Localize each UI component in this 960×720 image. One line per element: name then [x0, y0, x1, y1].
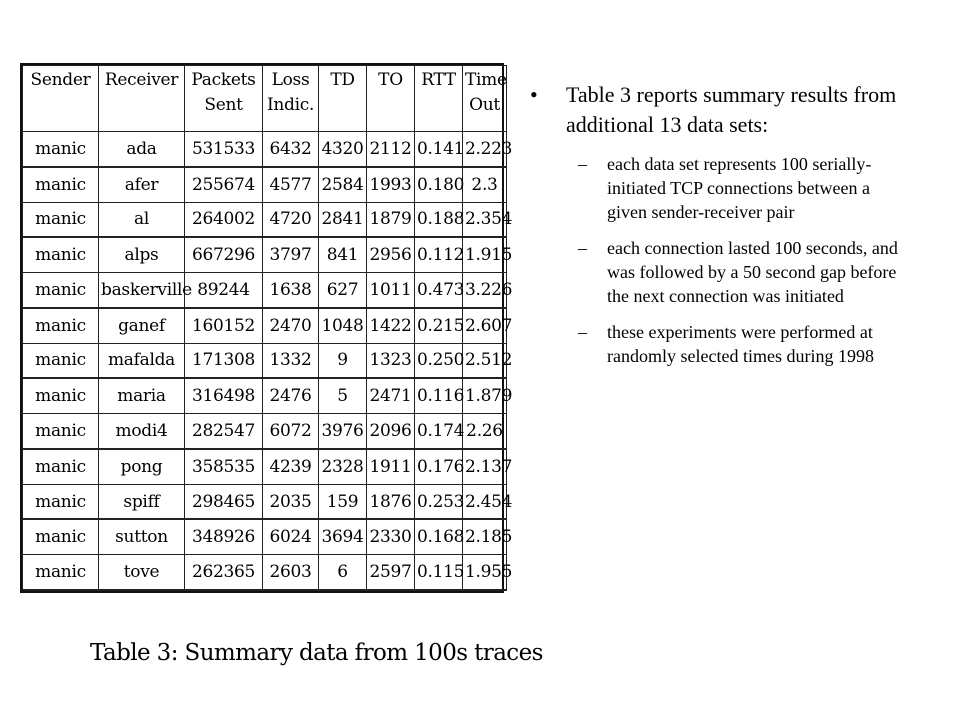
- table-cell: 3.226: [463, 273, 507, 308]
- table-caption: Table 3: Summary data from 100s traces: [90, 640, 543, 666]
- table-cell: modi4: [99, 414, 185, 449]
- table-cell: 298465: [185, 484, 263, 519]
- table-cell: 2.607: [463, 308, 507, 343]
- table-cell: manic: [23, 237, 99, 272]
- column-header: [23, 66, 99, 132]
- table-cell: 4239: [263, 449, 319, 484]
- table-cell: manic: [23, 414, 99, 449]
- table-row: [23, 308, 507, 343]
- table-cell: 159: [319, 484, 367, 519]
- table-cell: 0.180: [415, 167, 463, 202]
- bullet-list: [530, 80, 950, 380]
- table-cell: 841: [319, 237, 367, 272]
- table-cell: 282547: [185, 414, 263, 449]
- bullet-marker: •: [530, 82, 538, 107]
- table-cell: 264002: [185, 202, 263, 237]
- table-cell: 0.116: [415, 378, 463, 413]
- table-row: [23, 167, 507, 202]
- sub-bullet-text: each connection lasted 100 seconds, and was followed by a 50 second gap before the next connection was initiated: [607, 238, 898, 306]
- table-cell: 2471: [367, 378, 415, 413]
- table-cell: 2.26: [463, 414, 507, 449]
- column-header-line: Sent: [204, 95, 243, 115]
- table-cell: manic: [23, 484, 99, 519]
- table-cell: 89244: [185, 273, 263, 308]
- table-row: [23, 202, 507, 237]
- column-header-line: Sender: [30, 70, 91, 90]
- sub-bullet: [530, 320, 899, 368]
- table-cell: 1638: [263, 273, 319, 308]
- table-cell: manic: [23, 449, 99, 484]
- column-header-line: Packets: [191, 70, 256, 90]
- column-header-line: RTT: [421, 70, 456, 90]
- column-header: [367, 66, 415, 132]
- table-cell: 1911: [367, 449, 415, 484]
- column-header-line: Loss: [271, 70, 310, 90]
- table-row: [23, 449, 507, 484]
- table-cell: 4320: [319, 132, 367, 167]
- table-cell: 348926: [185, 519, 263, 554]
- column-header-line: Indic.: [266, 95, 315, 115]
- column-header: [99, 66, 185, 132]
- table-cell: 2841: [319, 202, 367, 237]
- table-cell: 1323: [367, 343, 415, 378]
- table-cell: 2.185: [463, 519, 507, 554]
- table-cell: 0.188: [415, 202, 463, 237]
- table-cell: manic: [23, 132, 99, 167]
- table-cell: 1332: [263, 343, 319, 378]
- table-cell: 0.141: [415, 132, 463, 167]
- table-row: [23, 378, 507, 413]
- table-cell: manic: [23, 273, 99, 308]
- table-cell: 0.176: [415, 449, 463, 484]
- table-row: [23, 343, 507, 378]
- table-cell: 2584: [319, 167, 367, 202]
- table-cell: 6: [319, 555, 367, 590]
- table-cell: 627: [319, 273, 367, 308]
- table-cell: 2328: [319, 449, 367, 484]
- table-cell: manic: [23, 519, 99, 554]
- table-cell: 1011: [367, 273, 415, 308]
- sub-bullet-text: each data set represents 100 serially-initiated TCP connections between a given sender-receiver pair: [607, 154, 872, 222]
- table-cell: manic: [23, 202, 99, 237]
- table-cell: 2.137: [463, 449, 507, 484]
- column-header: [319, 66, 367, 132]
- column-header: [263, 66, 319, 132]
- table-cell: 4577: [263, 167, 319, 202]
- table-cell: 9: [319, 343, 367, 378]
- table-row: [23, 237, 507, 272]
- table-cell: 2597: [367, 555, 415, 590]
- table-cell: 4720: [263, 202, 319, 237]
- table-cell: 2035: [263, 484, 319, 519]
- table-cell: manic: [23, 343, 99, 378]
- dash-marker: –: [578, 238, 587, 258]
- column-header: [463, 66, 507, 132]
- table-cell: manic: [23, 555, 99, 590]
- table-cell: mafalda: [99, 343, 185, 378]
- table-cell: maria: [99, 378, 185, 413]
- table-cell: afer: [99, 167, 185, 202]
- table-cell: 160152: [185, 308, 263, 343]
- table-cell: 3694: [319, 519, 367, 554]
- table-cell: 1.879: [463, 378, 507, 413]
- table-cell: 1993: [367, 167, 415, 202]
- column-header: [185, 66, 263, 132]
- table-cell: 3797: [263, 237, 319, 272]
- table-cell: 2.3: [463, 167, 507, 202]
- column-header-line: Receiver: [104, 70, 179, 90]
- table-row: [23, 132, 507, 167]
- table-cell: 2.512: [463, 343, 507, 378]
- dash-marker: –: [578, 322, 587, 342]
- table-cell: 3976: [319, 414, 367, 449]
- summary-table: [22, 65, 513, 591]
- table-cell: 1879: [367, 202, 415, 237]
- table-cell: 0.250: [415, 343, 463, 378]
- table-cell: pong: [99, 449, 185, 484]
- table-cell: 2956: [367, 237, 415, 272]
- table-cell: manic: [23, 167, 99, 202]
- table-header-row: [23, 66, 507, 132]
- column-header: [415, 66, 463, 132]
- table-cell: 2112: [367, 132, 415, 167]
- table-cell: 1.955: [463, 555, 507, 590]
- table-cell: 0.215: [415, 308, 463, 343]
- table-cell: 2.354: [463, 202, 507, 237]
- table-cell: spiff: [99, 484, 185, 519]
- table-cell: 1876: [367, 484, 415, 519]
- table-cell: 0.112: [415, 237, 463, 272]
- table-cell: al: [99, 202, 185, 237]
- table-cell: 6432: [263, 132, 319, 167]
- table-body: [23, 132, 513, 591]
- table-cell: 2330: [367, 519, 415, 554]
- table-row: [23, 273, 507, 308]
- table-cell: 255674: [185, 167, 263, 202]
- dash-marker: –: [578, 154, 587, 174]
- table-cell: 2603: [263, 555, 319, 590]
- sub-bullet-text: these experiments were performed at randomly selected times during 1998: [607, 322, 874, 366]
- table-cell: 2.454: [463, 484, 507, 519]
- table-cell: 1422: [367, 308, 415, 343]
- table-cell: baskerville: [99, 273, 185, 308]
- table-cell: ganef: [99, 308, 185, 343]
- table-row: [23, 484, 507, 519]
- column-header-line: TO: [378, 70, 403, 90]
- table-cell: 667296: [185, 237, 263, 272]
- table-cell: 531533: [185, 132, 263, 167]
- column-header-line: Time: [465, 70, 507, 90]
- table-cell: 262365: [185, 555, 263, 590]
- sub-bullet: [530, 152, 899, 224]
- table-cell: 5: [319, 378, 367, 413]
- table-cell: manic: [23, 308, 99, 343]
- table-cell: manic: [23, 378, 99, 413]
- table-cell: 0.115: [415, 555, 463, 590]
- table-row: [23, 414, 507, 449]
- column-header-line: TD: [330, 70, 355, 90]
- table-cell: 1048: [319, 308, 367, 343]
- table-cell: 358535: [185, 449, 263, 484]
- table-cell: 6072: [263, 414, 319, 449]
- table-cell: 2.223: [463, 132, 507, 167]
- table-cell: 171308: [185, 343, 263, 378]
- table-cell: 0.168: [415, 519, 463, 554]
- table-cell: 2096: [367, 414, 415, 449]
- table-row: [23, 519, 507, 554]
- table-cell: 0.253: [415, 484, 463, 519]
- table-cell: tove: [99, 555, 185, 590]
- column-header-line: Out: [469, 95, 500, 115]
- table-cell: 0.174: [415, 414, 463, 449]
- sub-bullet: [530, 236, 899, 308]
- table-cell: 1.915: [463, 237, 507, 272]
- table-row: [23, 555, 507, 590]
- table-cell: 0.473: [415, 273, 463, 308]
- summary-table-container: [20, 63, 513, 593]
- main-bullet: [530, 80, 950, 140]
- table-cell: 2476: [263, 378, 319, 413]
- table-cell: sutton: [99, 519, 185, 554]
- table-cell: 2470: [263, 308, 319, 343]
- table-cell: 6024: [263, 519, 319, 554]
- table-cell: 316498: [185, 378, 263, 413]
- main-bullet-text: Table 3 reports summary results from additional 13 data sets:: [566, 82, 897, 137]
- table-cell: alps: [99, 237, 185, 272]
- table-cell: ada: [99, 132, 185, 167]
